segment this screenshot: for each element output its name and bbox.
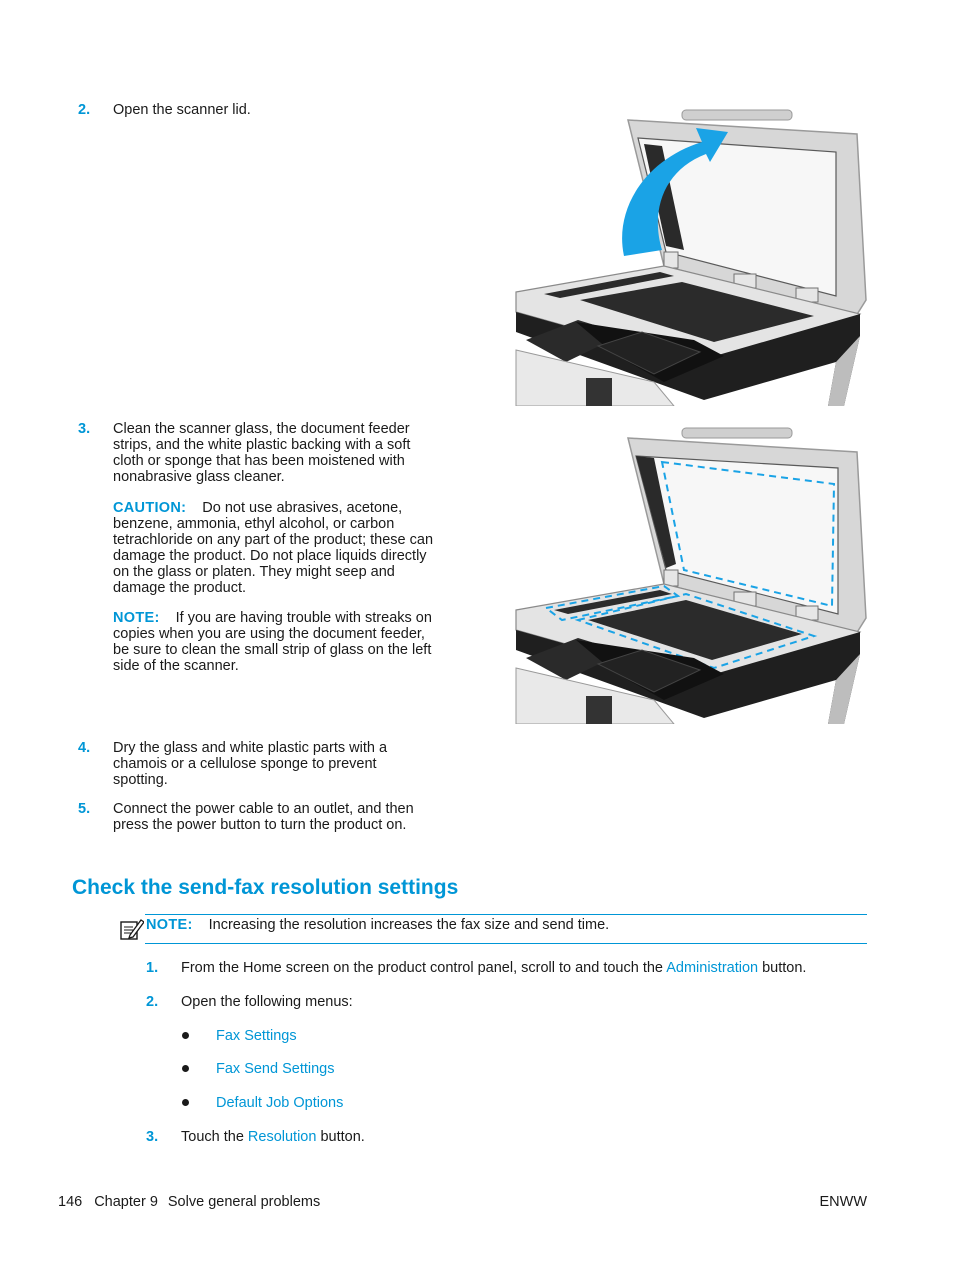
note-streaks-block	[113, 610, 443, 674]
fax-step-1-before: From the Home screen on the product control panel, scroll to and touch the	[181, 960, 667, 976]
fax-step-3-before: Touch the	[181, 1129, 248, 1145]
fax-step-3-text	[181, 1129, 365, 1145]
page-number: 146	[58, 1194, 83, 1210]
menu-default-job-options: Default Job Options	[216, 1095, 344, 1111]
bullet-icon	[182, 1032, 189, 1039]
resolution-ui-term: Resolution	[247, 1129, 317, 1145]
fax-step-2-text: Open the following menus:	[181, 994, 353, 1010]
scanner-lid-open-illustration	[514, 100, 868, 406]
note-top-rule	[145, 914, 867, 915]
step-4-number: 4.	[78, 740, 91, 756]
caution-label: CAUTION:	[113, 500, 187, 516]
bullet-icon	[182, 1065, 189, 1072]
menu-fax-settings: Fax Settings	[216, 1028, 297, 1044]
caution-text: Do not use abrasives, acetone, benzene, ammonia, ethyl alcohol, or carbon tetrachloride on any part of the product; these can damage the product. Do not place liquids directly on the glass or platen. They might seep and damage the product.	[113, 500, 434, 596]
step-5-number: 5.	[78, 801, 91, 817]
fax-step-1-text	[181, 960, 806, 976]
step-3-number: 3.	[78, 421, 91, 437]
caution-block	[113, 500, 443, 596]
bullet-icon	[182, 1099, 189, 1106]
step-5-text: Connect the power cable to an outlet, and then press the power button to turn the product on.	[113, 801, 414, 833]
fax-step-2-number: 2.	[146, 994, 159, 1010]
footer-code: ENWW	[819, 1194, 867, 1210]
footer-chapter: Chapter 9	[94, 1194, 158, 1210]
fax-step-1-after: button.	[758, 960, 807, 976]
note-streaks-label: NOTE:	[113, 610, 160, 626]
step-2-number: 2.	[78, 102, 91, 118]
administration-ui-term: Administration	[666, 960, 759, 976]
scanner-glass-cleaning-illustration	[514, 418, 868, 724]
note-bottom-rule	[145, 943, 867, 944]
fax-step-3-number: 3.	[146, 1129, 159, 1145]
note-pencil-icon	[118, 916, 144, 942]
step-2-text: Open the scanner lid.	[113, 102, 251, 118]
footer-chapter-title: Solve general problems	[167, 1194, 321, 1210]
fax-note-block	[146, 917, 609, 933]
fax-step-1-number: 1.	[146, 960, 159, 976]
fax-note-text: Increasing the resolution increases the fax size and send time.	[208, 917, 610, 933]
step-4-text: Dry the glass and white plastic parts with a chamois or a cellulose sponge to prevent spotting.	[113, 740, 388, 788]
note-streaks-text: If you are having trouble with streaks on copies when you are using the document feeder, be sure to clean the small strip of glass on the left side of the scanner.	[113, 610, 432, 674]
menu-fax-send-settings: Fax Send Settings	[216, 1061, 335, 1077]
fax-step-3-after: button.	[316, 1129, 365, 1145]
step-3-text: Clean the scanner glass, the document feeder strips, and the white plastic backing with a soft cloth or sponge that has been moistened with nonabrasive glass cleaner.	[113, 421, 411, 485]
footer-left	[58, 1194, 320, 1210]
fax-note-label: NOTE:	[146, 917, 193, 933]
section-heading: Check the send-fax resolution settings	[72, 876, 459, 899]
